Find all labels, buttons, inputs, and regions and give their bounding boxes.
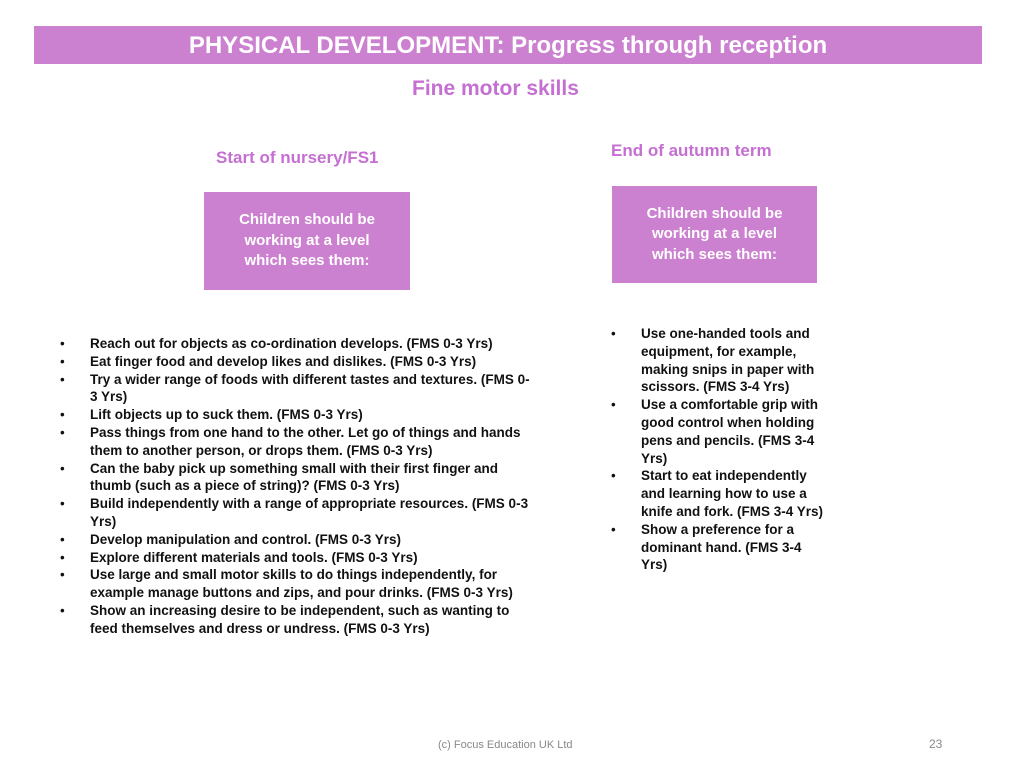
left-skill-item: • Can the baby pick up something small with their first finger and thumb (such as a piece of string)? (FMS 0-3 Yrs) [58,460,534,496]
right-skill-item: • Use one-handed tools and equipment, for example, making snips in paper with scissors. (FMS 3-4 Yrs) [609,325,825,396]
left-skill-item: • Pass things from one hand to the other. Let go of things and hands them to another person, or drops them. (FMS 0-3 Yrs) [58,424,534,460]
page-subtitle: Fine motor skills [412,77,579,100]
left-skill-item: • Lift objects up to suck them. (FMS 0-3 Yrs) [58,406,534,424]
left-skill-item: • Use large and small motor skills to do things independently, for example manage buttons and zips, and pour drinks. (FMS 0-3 Yrs) [58,566,534,602]
copyright-footer: (c) Focus Education UK Ltd [438,739,573,751]
left-skill-item: • Build independently with a range of appropriate resources. (FMS 0-3 Yrs) [58,495,534,531]
right-skills-list [609,325,825,574]
left-skill-item: • Develop manipulation and control. (FMS 0-3 Yrs) [58,531,534,549]
left-skill-item: • Try a wider range of foods with different tastes and textures. (FMS 0-3 Yrs) [58,371,534,407]
right-column-heading: End of autumn term [611,141,772,160]
page-number: 23 [929,737,943,751]
left-intro-text: Children should be working at a level which sees them: [239,211,375,270]
right-skill-item: • Show a preference for a dominant hand. (FMS 3-4 Yrs) [609,521,825,574]
page-title: PHYSICAL DEVELOPMENT: Progress through reception [188,32,828,59]
left-skill-item: • Explore different materials and tools. (FMS 0-3 Yrs) [58,549,534,567]
right-intro-box [612,186,817,283]
left-column-heading: Start of nursery/FS1 [216,148,379,167]
left-skill-item: • Reach out for objects as co-ordination develops. (FMS 0-3 Yrs) [58,335,534,353]
right-skill-item: • Use a comfortable grip with good control when holding pens and pencils. (FMS 3-4 Yrs) [609,396,825,467]
left-skills-list [58,335,534,638]
title-banner [34,26,982,64]
left-skill-item: • Eat finger food and develop likes and dislikes. (FMS 0-3 Yrs) [58,353,534,371]
right-skill-item: • Start to eat independently and learning how to use a knife and fork. (FMS 3-4 Yrs) [609,467,825,520]
left-intro-box [204,192,410,290]
left-skill-item: • Show an increasing desire to be independent, such as wanting to feed themselves and dress or undress. (FMS 0-3 Yrs) [58,602,534,638]
right-intro-text: Children should be working at a level which sees them: [646,204,783,263]
